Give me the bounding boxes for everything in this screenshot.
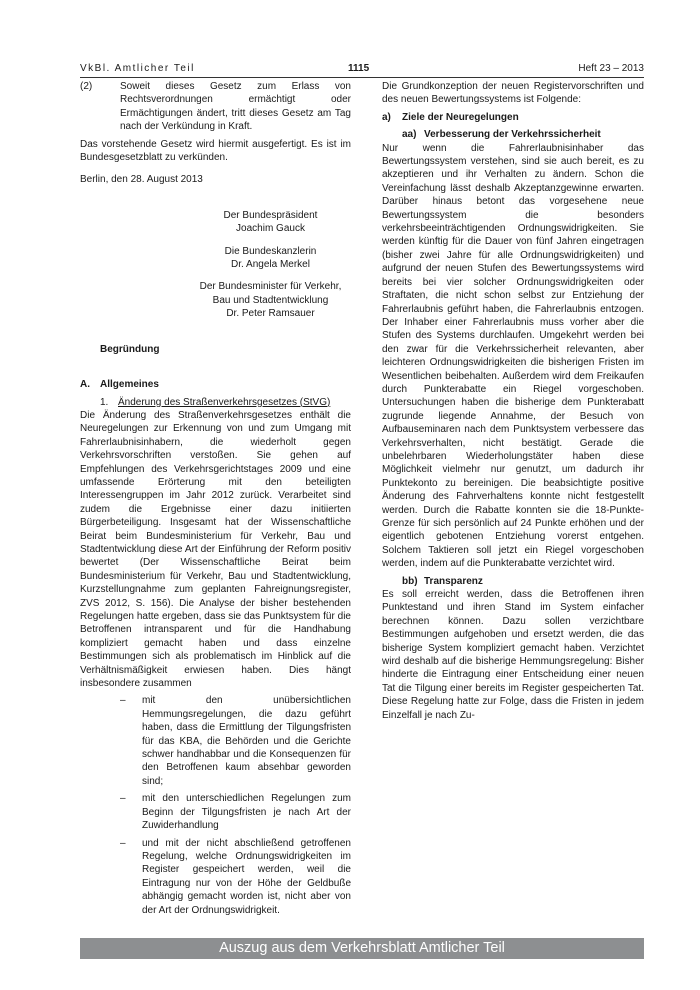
signature-role: Die Bundeskanzlerin bbox=[224, 245, 317, 257]
dash-marker: – bbox=[120, 695, 126, 707]
subsection-1-body: Die Änderung des Straßenverkehrsgesetzes enthält die Neuregelungen zur Erkennung von und zum Umgang mit Fahrerlaubnisinhabern, die wiederholt gegen Verkehrsvorschriften verstoßen. Sie gehen auf Empfehlungen des Verkehrsgerichtstages 2009 und eine umfassende Erörterung mit den beteiligten Interessengruppen im Jahr 2012 zurück. Verarbeitet sind zudem die Ergebnisse einer dazu initiierten Bürgerbeteiligung. Insgesamt hat der Wissenschaftliche Beirat beim Bundesministerium für Verkehr, Bau und Stadtentwicklung diese Art der Einführung der Reform positiv bewertet (Der Wissenschaftliche Beirat beim Bundesministerium für Verkehr, Bau und Stadtentwicklung, Kurzstellungnahme zum geplanten Fahreignungsregister, ZVS 2012, S. 156). Die Analyse der bisher bestehenden Regelungen hatte ergeben, dass sie das Punktsystem für die Betroffenen intransparent und für die Handhabung kompliziert gemacht haben und dass einzelne Bestimmungen sich als problematisch im Hinblick auf die Verhältnismäßigkeit erwiesen haben. Dies hängt insbesondere zusammen bbox=[80, 409, 351, 690]
signature-role: Der Bundespräsident bbox=[223, 209, 318, 221]
paragraph-number: (2) bbox=[80, 81, 93, 92]
journal-title: VkBl. Amtlicher Teil bbox=[80, 63, 195, 74]
subsection-1-title: Änderung des Straßenverkehrsgesetzes (StVG) bbox=[118, 396, 331, 408]
dash-marker: – bbox=[120, 793, 126, 805]
signature-minister bbox=[190, 280, 351, 320]
signature-role: Bau und Stadtentwicklung bbox=[212, 294, 329, 306]
subsection-1-label: 1. bbox=[100, 396, 109, 408]
intro-text: Die Grundkonzeption der neuen Registervorschriften und des neuen Bewertungssystems ist Folgende: bbox=[382, 81, 644, 106]
section-bb-heading bbox=[402, 575, 644, 588]
footer-banner: Auszug aus dem Verkehrsblatt Amtlicher Teil bbox=[80, 938, 644, 959]
section-label: bb) bbox=[402, 575, 418, 587]
section-a-lower-heading bbox=[382, 111, 644, 124]
section-title: Ziele der Neuregelungen bbox=[402, 111, 519, 123]
list-item-text: mit den unübersichtlichen Hemmungsregelungen, die dazu geführt haben, dass die Ermittlung der Tilgungsfristen für das KBA, die Behörden und die Gerichte schwer handhabbar und die Konsequenzen für den Betroffenen kaum absehbar geworden sind; bbox=[142, 695, 351, 787]
list-item-text: und mit der nicht abschließend getroffenen Regelung, welche Ordnungswidrigkeiten im Register gespeichert werden, weil die Eintragung nur von der Höhe der Geldbuße abhängig gemacht worden ist, nicht aber von der Art der Ordnungswidrigkeit. bbox=[142, 837, 351, 916]
section-a-title: Allgemeines bbox=[100, 379, 159, 391]
section-a-heading bbox=[80, 378, 351, 391]
section-aa-heading bbox=[402, 128, 644, 141]
signature-president bbox=[190, 209, 351, 236]
left-column bbox=[80, 80, 351, 917]
signature-name: Dr. Angela Merkel bbox=[231, 259, 310, 271]
page-number: 1115 bbox=[348, 63, 370, 74]
promulgation-text: Das vorstehende Gesetz wird hiermit ausgefertigt. Es ist im Bundesgesetzblatt zu verkünden. bbox=[80, 138, 351, 164]
dash-marker: – bbox=[120, 837, 126, 849]
list-item bbox=[120, 792, 351, 832]
page-header bbox=[80, 62, 644, 76]
section-title: Transparenz bbox=[424, 575, 483, 587]
section-title: Verbesserung der Verkehrssicherheit bbox=[424, 129, 601, 141]
issue-label: Heft 23 – 2013 bbox=[578, 63, 644, 74]
paragraph-2-text: Soweit dieses Gesetz zum Erlass von Rechtsverordnungen ermächtigt oder Ermächtigungen ändert, tritt dieses Gesetz am Tag nach der Verkündung in Kraft. bbox=[120, 81, 351, 133]
heading-begruendung: Begründung bbox=[100, 343, 160, 355]
paragraph-2 bbox=[80, 80, 351, 134]
signature-chancellor bbox=[190, 245, 351, 272]
section-label: aa) bbox=[402, 129, 417, 141]
list-item bbox=[120, 694, 351, 788]
list-item bbox=[120, 837, 351, 917]
header-rule bbox=[80, 77, 644, 78]
subsection-1-heading bbox=[100, 396, 351, 409]
list-item-text: mit den unterschiedlichen Regelungen zum Beginn der Tilgungsfristen je nach Art der Zuwiderhandlung bbox=[142, 793, 351, 832]
section-aa-body: Nur wenn die Fahrerlaubnisinhaber das Bewertungssystem verstehen, sind sie auch bereit, es zu akzeptieren und ihr Verhalten zu ändern. Schon die Vereinfachung lässt deshalb Akzeptanzgewinne erwarten. Darüber hinaus betont das vorgesehene neue Bewertungssystem die besonders verkehrsbeeinträchtigenden Ordnungswidrigkeiten. Sie werden künftig für die Dauer von fünf Jahren eingetragen (bisher zwei Jahre für alle Ordnungswidrigkeiten) und aufgrund der neuen Stufen des Bewertungssystems wird bereits bei vier solcher Ordnungswidrigkeiten oder Straftaten, die nicht schon selbst zur Entziehung der Fahrerlaubnis geführt haben, die Fahrerlaubnis entzogen. Der Inhaber einer Fahrerlaubnis muss vorher aber die Stufen des Systems durchlaufen. Umgekehrt werden bei den zwar für die Verkehrssicherheit relevanten, aber leichteren Ordnungswidrigkeiten die bisherigen Fristen im Wesentlichen beibehalten. Außerdem wird dem Freikaufen durch Punkterabatte ein Riegel vorgeschoben. Untersuchungen haben die bisherige dem Punkterabatt zugrunde liegende Annahme, der Besuch von Aufbauseminaren nach dem Punktsystem verbessere das Verkehrsverhalten, nicht bestätigt. Gerade die unbelehrbaren Wiederholungstäter haben diese Möglichkeit vielmehr nur genutzt, um dadurch ihr Punktekonto zu bereinigen. Die beabsichtigte positive Änderung des Fahrverhaltens konnte nicht festgestellt werden. Durch die Rabatte konnten sie die 18-Punkte-Grenze für sich persönlich auf 24 Punkte erhöhen und der eigentlich gebotenen Entziehung vorerst entgehen. Solchem Taktieren soll jetzt ein Riegel vorgeschoben werden, indem auf die Punkterabatte verzichtet wird. bbox=[382, 142, 644, 570]
signature-name: Joachim Gauck bbox=[236, 223, 305, 235]
section-bb-body: Es soll erreicht werden, dass die Betroffenen ihren Punktestand und ihren Stand im System einfacher berechnen können. Dazu sollen verzichtbare Bestimmungen aufgehoben und ersetzt werden, die das bisherige System kompliziert gemacht haben. Verzichtet wird deshalb auf die bisherige Hemmungsregelung: Bisher hinderte die Eintragung einer Entscheidung einer neuen Tat die Tilgung einer bereits im Register gespeicherten Tat. Diese Regelung hatte zur Folge, dass die Fristen in jedem Einzelfall je nach Zu- bbox=[382, 589, 644, 721]
signature-role: Der Bundesminister für Verkehr, bbox=[199, 281, 342, 293]
right-column bbox=[382, 80, 644, 722]
place-date: Berlin, den 28. August 2013 bbox=[80, 174, 203, 186]
bullet-list bbox=[120, 694, 351, 917]
section-a-label: A. bbox=[80, 379, 90, 391]
signature-name: Dr. Peter Ramsauer bbox=[226, 308, 315, 320]
section-label: a) bbox=[382, 111, 391, 123]
